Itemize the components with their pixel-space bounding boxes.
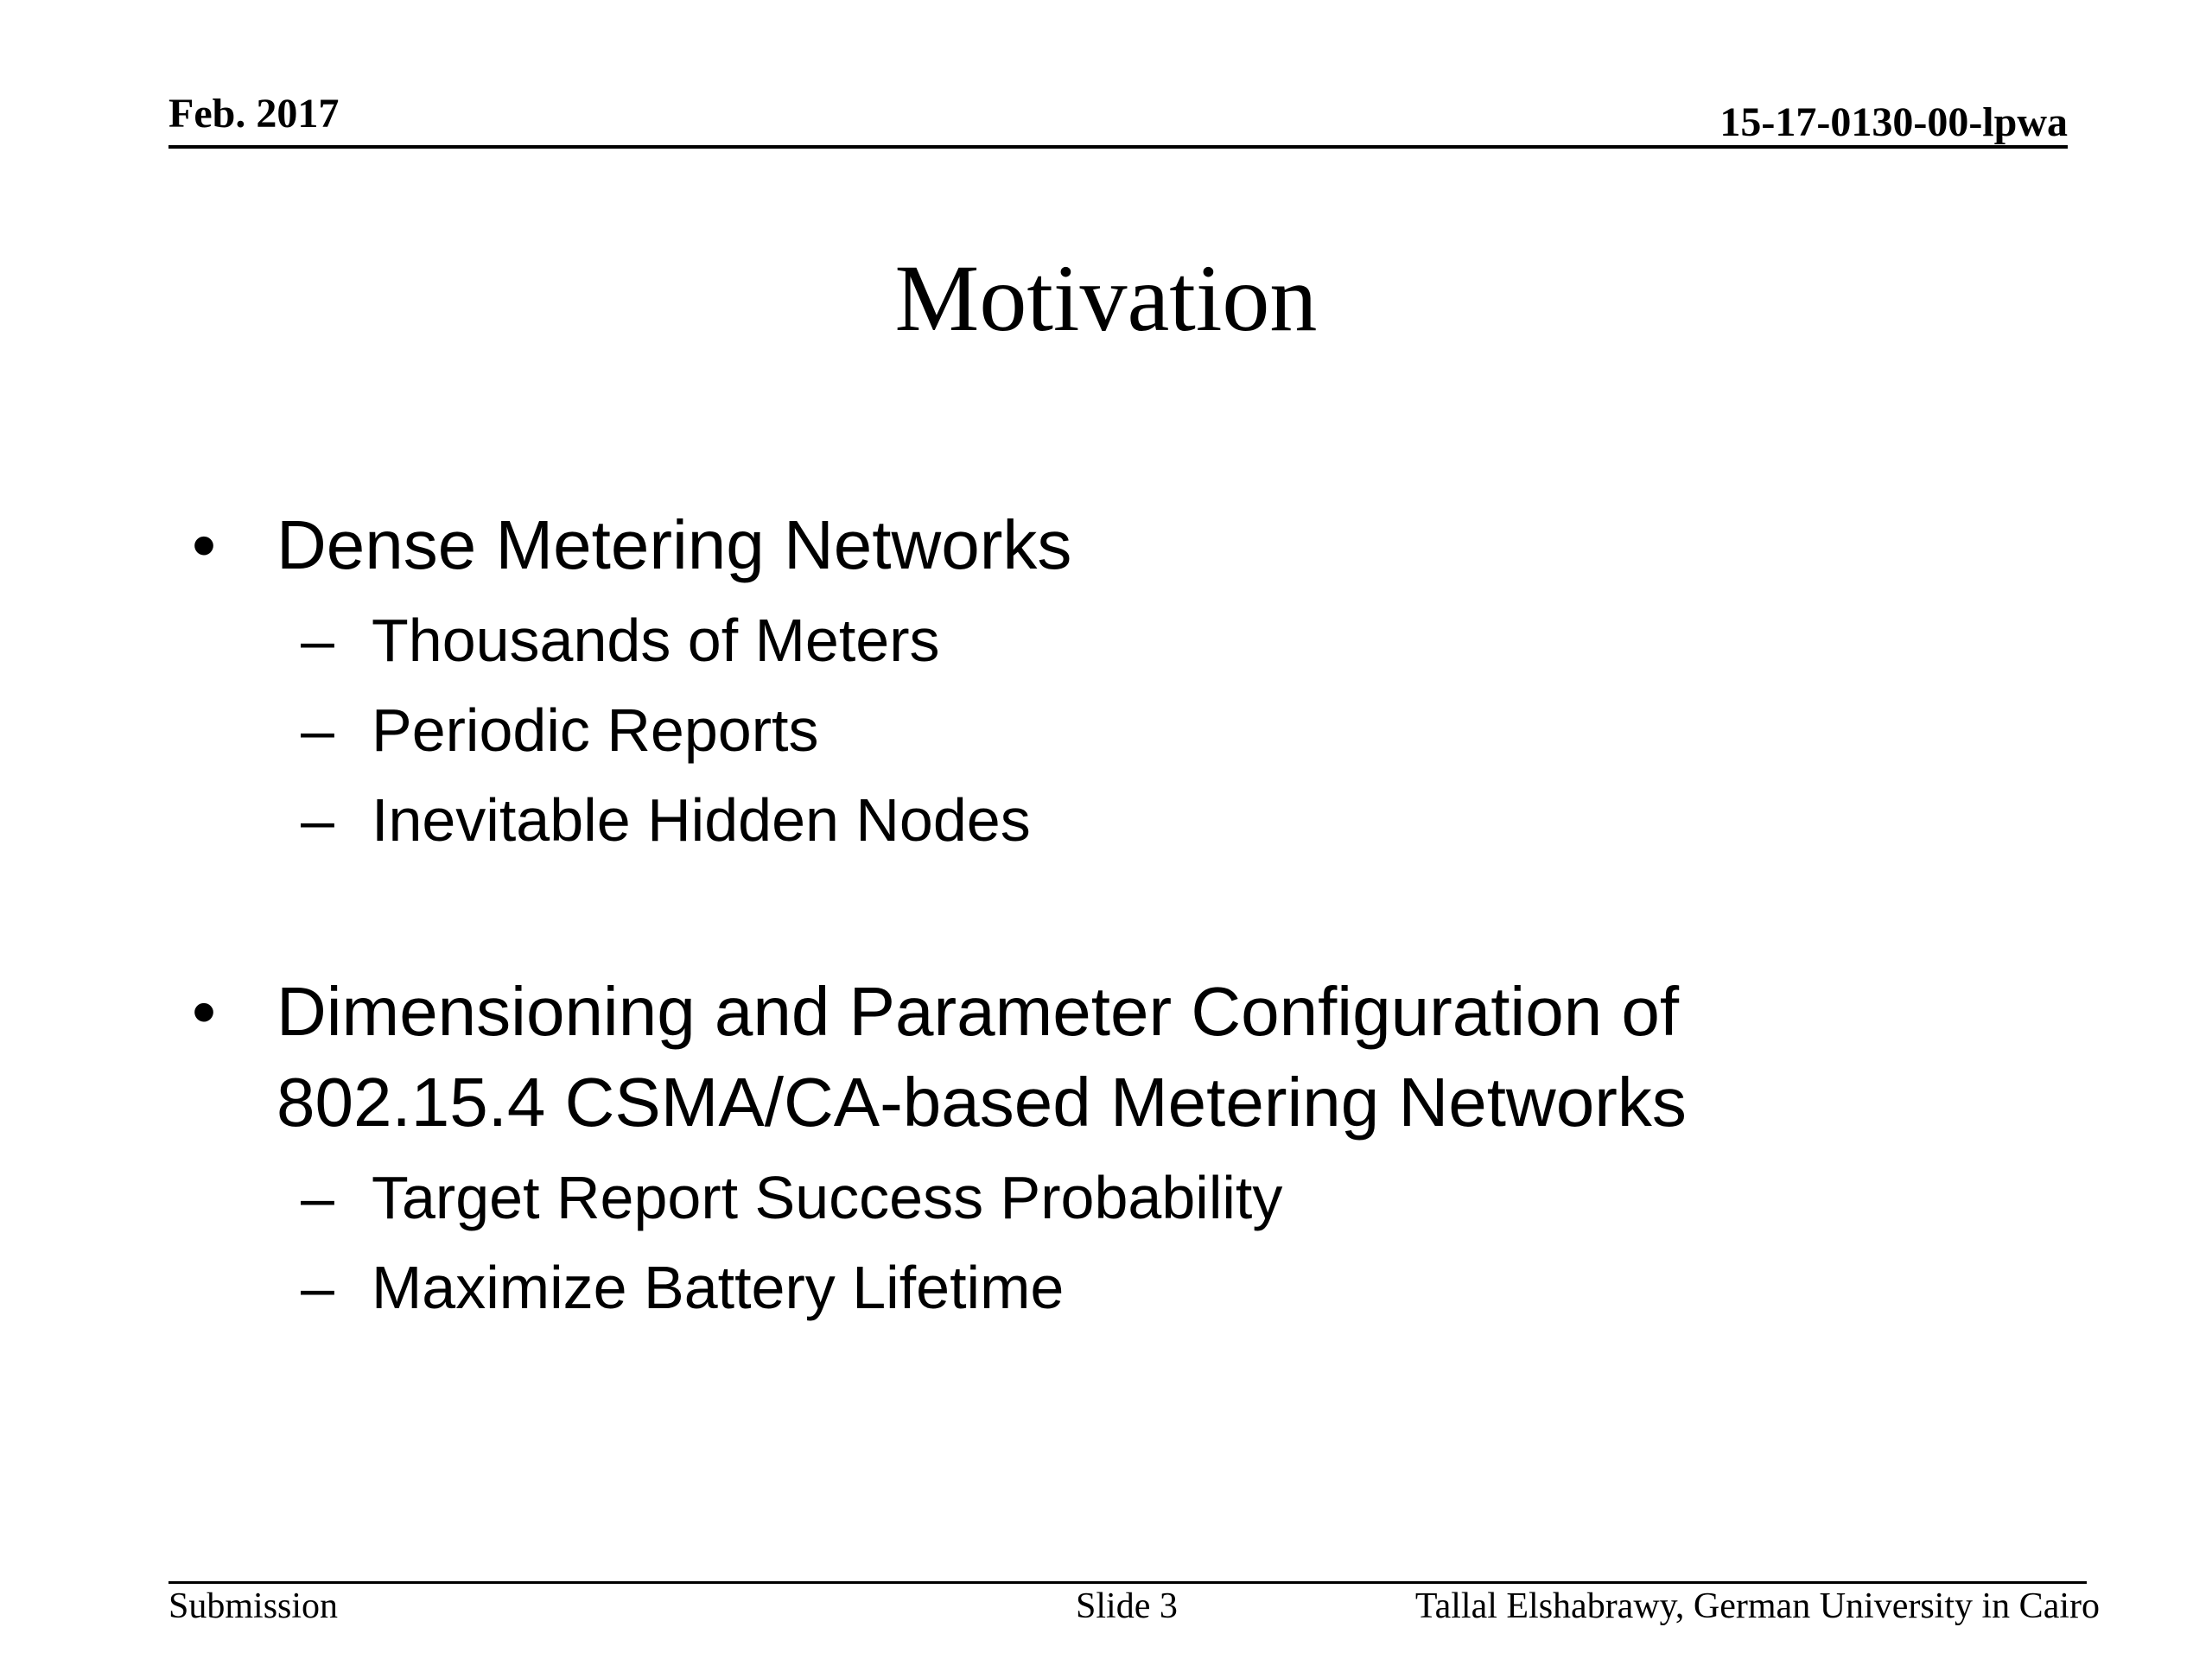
footer-author: Tallal Elshabrawy, German University in Cairo bbox=[1414, 1586, 2100, 1626]
footer-submission: Submission bbox=[168, 1586, 339, 1626]
bullet-text: Dimensioning and Parameter Configuration of bbox=[276, 973, 1680, 1050]
bullet-text: 802.15.4 CSMA/CA-based Metering Networks bbox=[276, 1064, 1687, 1141]
sub-bullet-text: Maximize Battery Lifetime bbox=[372, 1254, 1065, 1321]
footer-slide-number: Slide 3 bbox=[1076, 1586, 1178, 1626]
sub-bullet-marker: – bbox=[301, 1254, 334, 1321]
sub-bullet-marker: – bbox=[301, 696, 334, 764]
sub-bullet-text: Thousands of Meters bbox=[372, 607, 940, 674]
sub-bullet-marker: – bbox=[301, 786, 334, 854]
sub-bullet-marker: – bbox=[301, 607, 334, 674]
bullet-marker: • bbox=[192, 506, 217, 583]
bullet-text: Dense Metering Networks bbox=[276, 506, 1072, 583]
slide-title: Motivation bbox=[894, 245, 1318, 351]
sub-bullet-text: Inevitable Hidden Nodes bbox=[372, 786, 1031, 854]
header-date: Feb. 2017 bbox=[168, 91, 340, 137]
header-document-id: 15-17-0130-00-lpwa bbox=[1719, 99, 2068, 145]
footer-divider bbox=[168, 1581, 2087, 1584]
sub-bullet-text: Periodic Reports bbox=[372, 696, 819, 764]
bullet-marker: • bbox=[192, 973, 217, 1050]
sub-bullet-marker: – bbox=[301, 1164, 334, 1231]
sub-bullet-text: Target Report Success Probability bbox=[372, 1164, 1283, 1231]
